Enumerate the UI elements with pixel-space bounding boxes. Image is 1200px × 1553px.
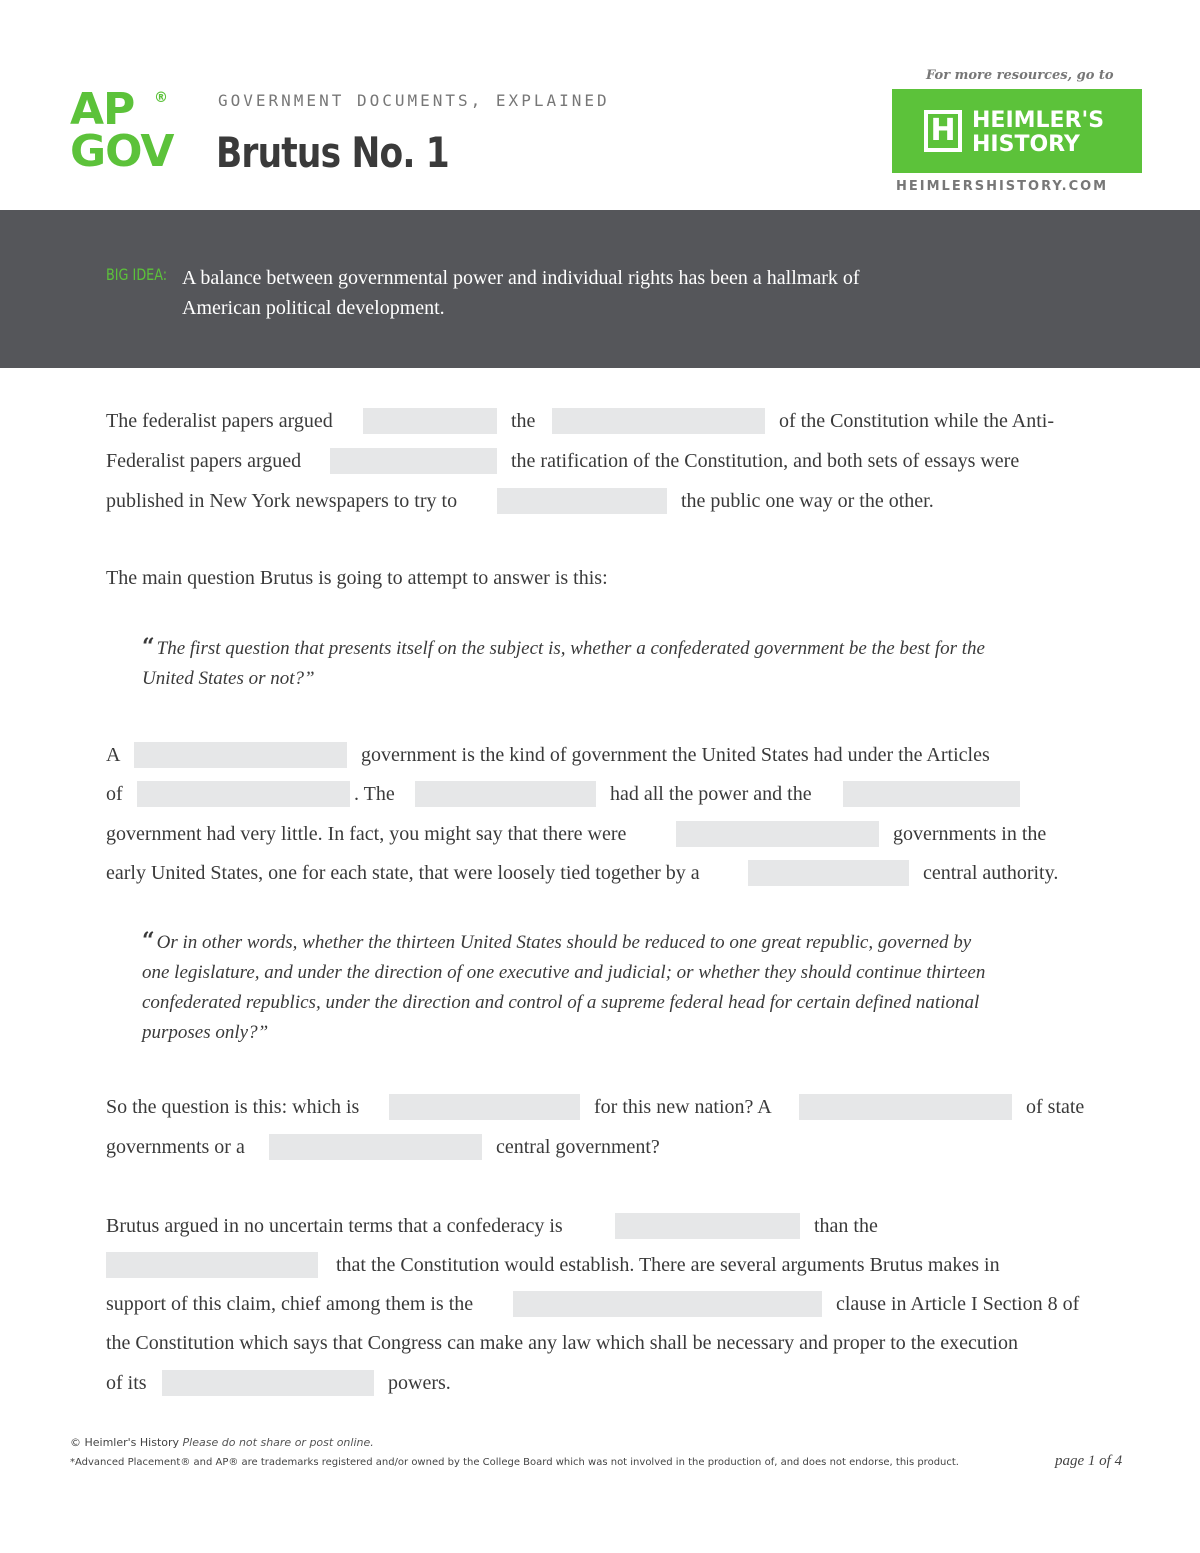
big-idea-line-2: American political development. [182, 297, 445, 319]
fill-blank-3[interactable] [330, 448, 497, 474]
big-idea-label: BIG IDEA: [106, 265, 168, 284]
fill-blank-1[interactable] [363, 408, 497, 434]
copyright-text: © Heimler's History [70, 1436, 180, 1449]
copyright-notice [70, 1436, 374, 1449]
page-number: page 1 of 4 [1055, 1453, 1123, 1469]
p5-text-b: than the [814, 1215, 878, 1237]
fill-blank-12[interactable] [799, 1094, 1012, 1120]
brand-line-1: HEIMLER'S [972, 108, 1105, 133]
p4-text-a: So the question is this: which is [106, 1096, 360, 1118]
p3-text-h: early United States, one for each state, that were loosely tied together by a [106, 862, 700, 884]
p5-text-h: powers. [388, 1372, 451, 1394]
p3-text-f: government had very little. In fact, you might say that there were [106, 823, 627, 845]
quote-1-line-2: United States or not?” [142, 668, 315, 689]
more-resources-label: For more resources, go to [926, 68, 1114, 83]
fill-blank-6[interactable] [137, 781, 350, 807]
logo-gov-text: GOV [70, 126, 174, 177]
p5-text-g: of its [106, 1372, 147, 1394]
p1-text-f: published in New York newspapers to try to [106, 490, 458, 512]
quote-mark-icon: “ [142, 928, 155, 954]
p1-text-b: the [511, 410, 536, 432]
p1-text-a: The federalist papers argued [106, 410, 333, 432]
p3-text-c: of [106, 783, 123, 805]
quote-2-line-4: purposes only?” [142, 1022, 269, 1043]
p5-text-d: support of this claim, chief among them is the [106, 1293, 474, 1315]
quote-1 [142, 632, 1092, 694]
p3-text-g: governments in the [893, 823, 1047, 845]
ap-gov-logo [70, 84, 195, 178]
fill-blank-14[interactable] [615, 1213, 800, 1239]
fill-blank-16[interactable] [513, 1291, 822, 1317]
quote-1-line-1: The first question that presents itself on the subject is, whether a confederated government be the best for the [156, 638, 985, 659]
p2-text: The main question Brutus is going to attempt to answer is this: [106, 567, 608, 589]
quote-2-line-2: one legislature, and under the direction of one executive and judicial; or whether they should continue thirteen [142, 962, 986, 983]
p4-text-c: of state [1026, 1096, 1085, 1118]
p3-text-d: . The [354, 783, 395, 805]
p3-text-a: A [106, 744, 121, 766]
fill-blank-9[interactable] [676, 821, 879, 847]
kicker: GOVERNMENT DOCUMENTS, EXPLAINED [218, 91, 610, 110]
big-idea-text [182, 263, 962, 323]
p1-text-d: Federalist papers argued [106, 450, 302, 472]
fill-blank-13[interactable] [269, 1134, 482, 1160]
website-link[interactable]: HEIMLERSHISTORY.COM [896, 179, 1109, 194]
fill-blank-17[interactable] [162, 1370, 374, 1396]
fill-blank-4[interactable] [497, 488, 667, 514]
quote-mark-icon: “ [142, 634, 155, 660]
fill-blank-15[interactable] [106, 1252, 318, 1278]
heimlers-history-logo[interactable] [892, 89, 1142, 173]
logo-ap-text: AP [70, 84, 135, 135]
p1-text-g: the public one way or the other. [681, 490, 934, 512]
fill-blank-8[interactable] [843, 781, 1020, 807]
p1-text-c: of the Constitution while the Anti- [779, 410, 1054, 432]
share-notice: Please do not share or post online. [182, 1436, 374, 1449]
heimler-h-icon: H [924, 110, 962, 152]
p5-text-f: the Constitution which says that Congress can make any law which shall be necessary and proper to the execution [106, 1332, 1018, 1354]
quote-2-line-3: confederated republics, under the direction and control of a supreme federal head for certain defined national [142, 992, 980, 1013]
p3-text-e: had all the power and the [610, 783, 812, 805]
p3-text-b: government is the kind of government the United States had under the Articles [361, 744, 990, 766]
p5-text-c: that the Constitution would establish. There are several arguments Brutus makes in [336, 1254, 1000, 1276]
fill-blank-11[interactable] [389, 1094, 580, 1120]
big-idea-line-1: A balance between governmental power and individual rights has been a hallmark of [182, 267, 860, 289]
fill-blank-5[interactable] [134, 742, 347, 768]
quote-2-line-1: Or in other words, whether the thirteen United States should be reduced to one great republic, governed by [156, 932, 972, 953]
trademark-notice: *Advanced Placement® and AP® are trademarks registered and/or owned by the College Board which was not involved in the production of, and does not endorse, this product. [70, 1457, 959, 1468]
logo-registered-mark: ® [154, 90, 168, 106]
fill-blank-2[interactable] [552, 408, 765, 434]
quote-2 [142, 926, 1092, 1048]
page-title: Brutus No. 1 [216, 128, 449, 177]
fill-blank-10[interactable] [748, 860, 909, 886]
fill-blank-7[interactable] [415, 781, 596, 807]
brand-line-2: HISTORY [972, 132, 1080, 157]
p4-text-d: governments or a [106, 1136, 245, 1158]
p4-text-b: for this new nation? A [594, 1096, 772, 1118]
p5-text-a: Brutus argued in no uncertain terms that a confederacy is [106, 1215, 563, 1237]
p1-text-e: the ratification of the Constitution, and both sets of essays were [511, 450, 1020, 472]
p5-text-e: clause in Article I Section 8 of [836, 1293, 1080, 1315]
p3-text-i: central authority. [923, 862, 1059, 884]
p4-text-e: central government? [496, 1136, 660, 1158]
